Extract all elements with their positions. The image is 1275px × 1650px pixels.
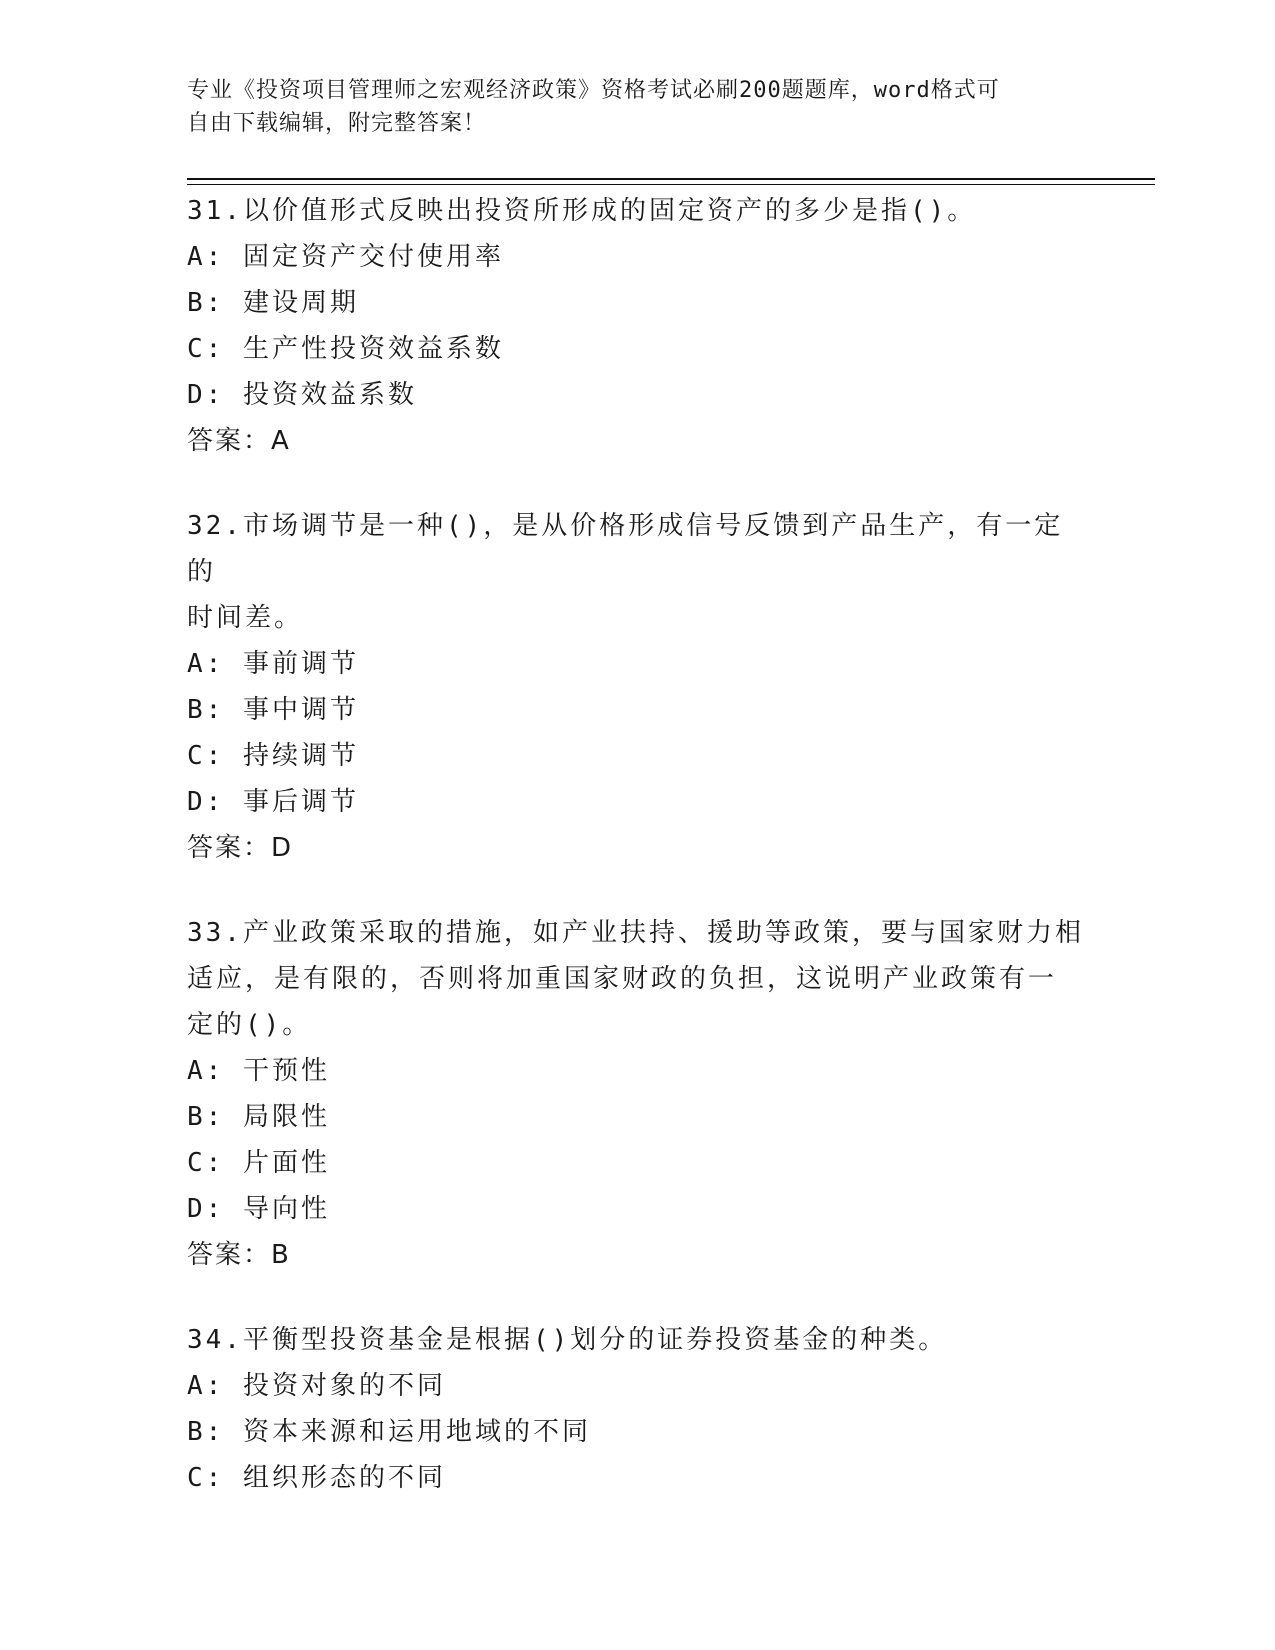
question-stem: 31.以价值形式反映出投资所形成的固定资产的多少是指()。 — [187, 196, 977, 226]
question-stem-continued: 时间差。 — [187, 603, 304, 633]
header-line-2: 自由下载编辑，附完整答案！ — [187, 111, 487, 136]
option-a: A: 干预性 — [187, 1056, 330, 1086]
answer: 答案：D — [187, 833, 294, 863]
answer: 答案：B — [187, 1240, 291, 1270]
option-c: C: 生产性投资效益系数 — [187, 334, 504, 364]
option-c: C: 组织形态的不同 — [187, 1463, 446, 1493]
option-d: D: 投资效益系数 — [187, 380, 417, 410]
answer: 答案：A — [187, 426, 291, 456]
question-stem: 34.平衡型投资基金是根据()划分的证券投资基金的种类。 — [187, 1325, 948, 1355]
question-34 — [187, 1317, 1087, 1501]
option-b: B: 局限性 — [187, 1102, 330, 1132]
header-line-1: 专业《投资项目管理师之宏观经济政策》资格考试必刷200题题库，word格式可 — [187, 78, 1000, 103]
question-list — [187, 188, 1087, 1540]
option-a: A: 事前调节 — [187, 649, 359, 679]
option-a: A: 投资对象的不同 — [187, 1371, 446, 1401]
question-stem-continued: 定的()。 — [187, 1010, 312, 1040]
question-33 — [187, 910, 1087, 1278]
option-c: C: 持续调节 — [187, 741, 359, 771]
option-b: B: 事中调节 — [187, 695, 359, 725]
header-divider-thin — [187, 184, 1155, 185]
option-c: C: 片面性 — [187, 1148, 330, 1178]
question-stem: 32.市场调节是一种()，是从价格形成信号反馈到产品生产，有一定的 — [187, 511, 1064, 587]
question-31 — [187, 188, 1087, 464]
option-d: D: 导向性 — [187, 1194, 330, 1224]
question-32 — [187, 503, 1087, 871]
option-a: A: 固定资产交付使用率 — [187, 242, 504, 272]
question-stem: 33.产业政策采取的措施，如产业扶持、援助等政策，要与国家财力相 — [187, 918, 1084, 948]
option-b: B: 资本来源和运用地域的不同 — [187, 1417, 591, 1447]
option-d: D: 事后调节 — [187, 787, 359, 817]
document-header — [187, 74, 1067, 140]
header-divider-thick — [187, 178, 1155, 180]
question-stem-continued: 适应，是有限的，否则将加重国家财政的负担，这说明产业政策有一 — [187, 964, 1058, 994]
option-b: B: 建设周期 — [187, 288, 359, 318]
